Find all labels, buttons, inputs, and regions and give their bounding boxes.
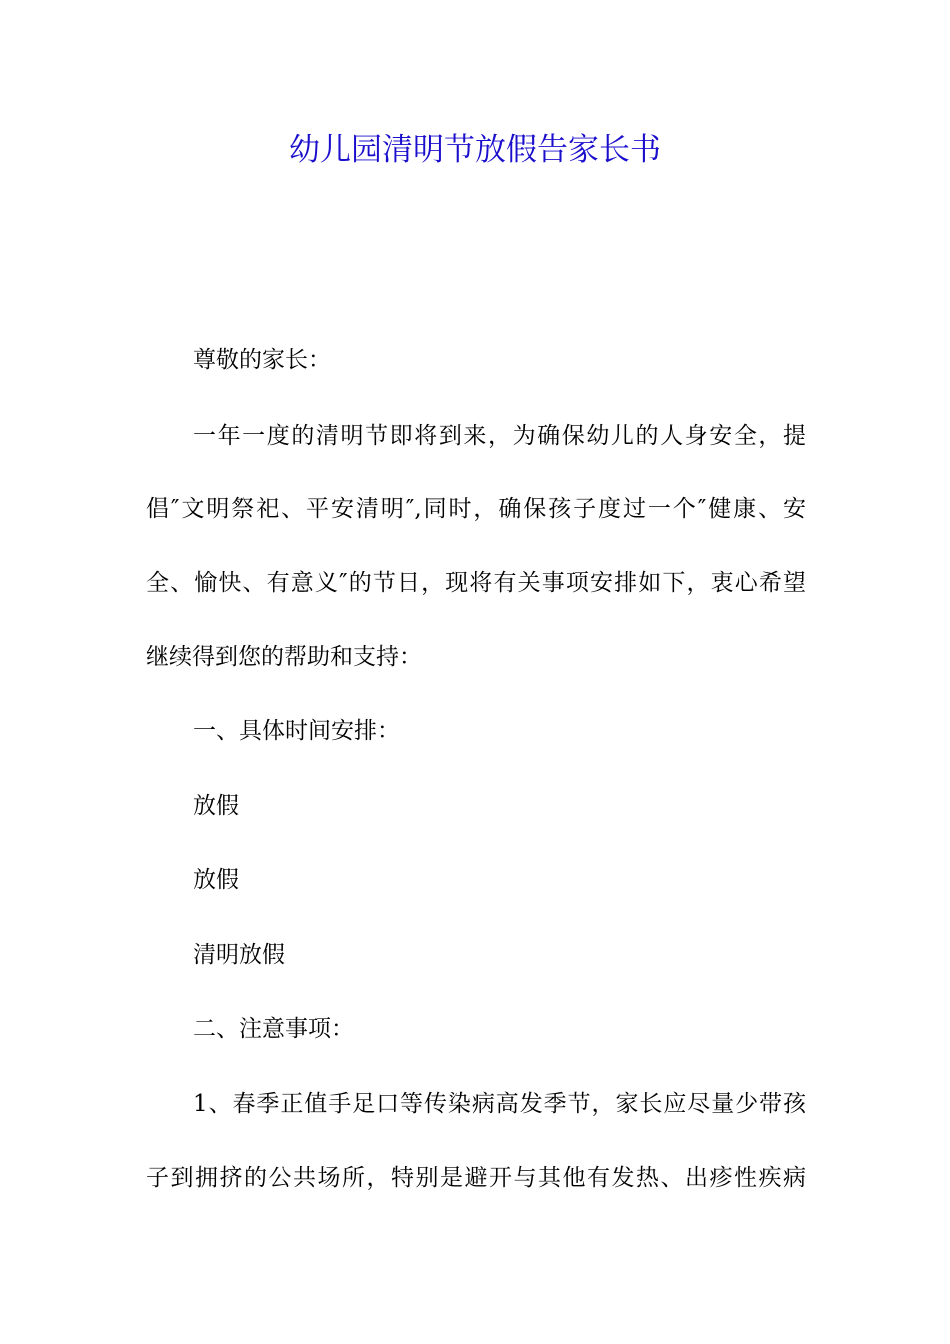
schedule-item-3: 清明放假 — [193, 942, 285, 968]
intro-line-1: 一年一度的清明节即将到来，为确保幼儿的人身安全，提 — [193, 423, 806, 449]
schedule-item-1: 放假 — [193, 793, 239, 819]
item-1-line-1: 1、春季正值手足口等传染病高发季节，家长应尽量少带孩 — [193, 1091, 806, 1117]
intro-line-4: 继续得到您的帮助和支持： — [146, 644, 422, 670]
section-2-heading: 二、注意事项： — [193, 1016, 354, 1042]
salutation: 尊敬的家长： — [193, 347, 331, 373]
document-title: 幼儿园清明节放假告家长书 — [289, 132, 661, 168]
intro-line-2: 倡″文明祭祀、平安清明″,同时，确保孩子度过一个″健康、安 — [146, 496, 806, 522]
schedule-item-2: 放假 — [193, 867, 239, 893]
section-1-heading: 一、具体时间安排： — [193, 718, 400, 744]
intro-line-3: 全、愉快、有意义″的节日，现将有关事项安排如下，衷心希望 — [146, 570, 806, 596]
item-1-line-2: 子到拥挤的公共场所，特别是避开与其他有发热、出疹性疾病 — [146, 1165, 806, 1191]
